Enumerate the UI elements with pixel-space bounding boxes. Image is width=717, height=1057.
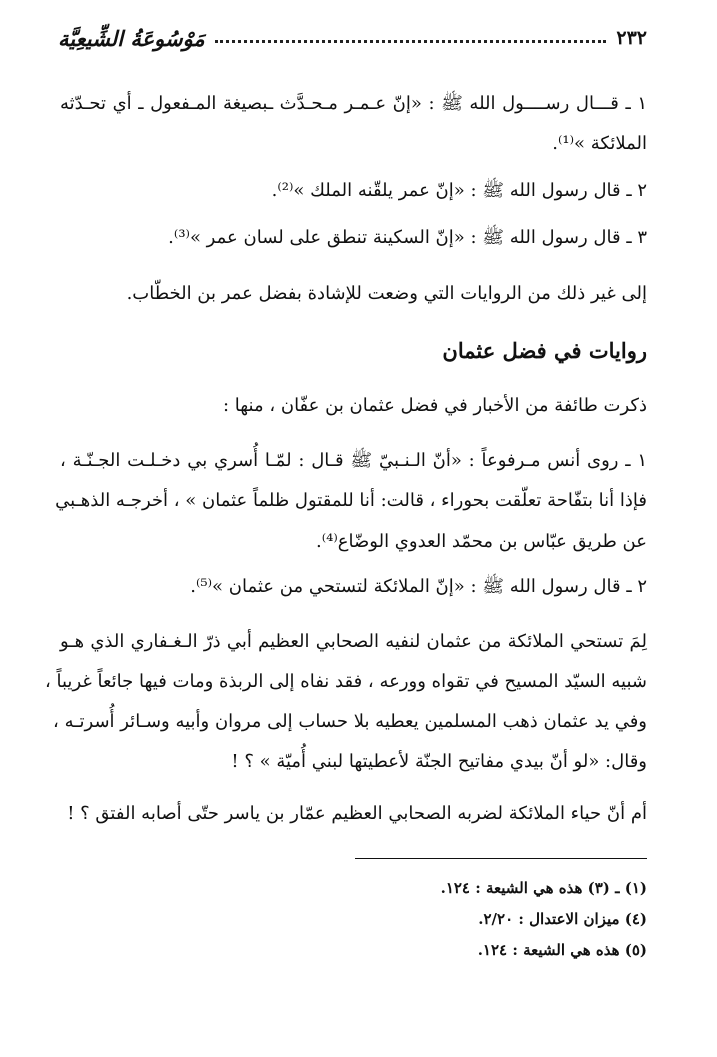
page-header [58,18,647,58]
text-line: ٢ ـ قال رسول الله ﷺ : «إنّ الملائكة لتستحي من عثمان »⁽⁵⁾. [190,576,647,597]
footnote-separator [355,858,647,859]
text-line: عن طريق عبّاس بن محمّد العدوي الوضّاع⁽⁴⁾. [316,531,647,552]
text-line: ٢ ـ قال رسول الله ﷺ : «إنّ عمر يلقّنه الملك »⁽²⁾. [271,180,647,201]
header-dotted-leader [215,40,607,43]
section-heading: روايات في فضل عثمان [442,338,647,363]
text-line: إلى غير ذلك من الروايات التي وضعت للإشادة بفضل عمر بن الخطّاب. [126,283,647,304]
text-line: شبيه السيّد المسيح في تقواه وورعه ، فقد نفاه إلى الربذة ومات فيها جائعاً غريباً ، [44,671,647,692]
text-line: ٣ ـ قال رسول الله ﷺ : «إنّ السكينة تنطق على لسان عمر »⁽³⁾. [168,227,647,248]
text-line: فإذا أنا بتفّاحة تعلّقت بحوراء ، قالت: أنا للمقتول ظلماً عثمان » ، أخرجـه الذهـبي [55,490,647,511]
text-line: الملائكة »⁽¹⁾. [552,133,647,154]
footnote: (٥) هذه هي الشيعة : ١٢٤. [477,941,647,959]
text-line: ١ ـ روى أنس مـرفوعاً : «أنّ الـنـبيّ ﷺ قـال : لمّـا أُسري بي دخـلـت الجـنّـة ، [60,450,647,471]
footnote: (٤) ميزان الاعتدال : ٢/٢٠. [478,910,647,928]
text-line: وفي يد عثمان ذهب المسلمين يعطيه بلا حساب إلى مروان وأبيه وسـائر أُسرتـه ، [53,711,647,732]
text-line: ١ ـ قـــال رســــول الله ﷺ : «إنّ عـمـر مـحـدَّث ـبصيغة المـفعول ـ أي تحـدّثه [60,93,647,114]
text-line: لِمَ تستحي الملائكة من عثمان لنفيه الصحابي العظيم أبي ذرّ الـغـفاري الذي هـو [60,631,647,652]
text-line: ذكرت طائفة من الأخبار في فضل عثمان بن عفّان ، منها : [222,395,647,416]
text-line: أم أنّ حياء الملائكة لضربه الصحابي العظيم عمّار بن ياسر حتّى أصابه الفتق ؟ ! [67,803,647,824]
footnote: (١) ـ (٣) هذه هي الشيعة : ١٢٤. [440,879,647,897]
book-title: مَوْسُوعَةُ الشِّيعِيَّة [58,25,205,51]
page-number: ٢٣٢ [616,27,647,49]
text-line: وقال: «لو أنّ بيدي مفاتيح الجنّة لأعطيتها لبني أُميّة » ؟ ! [231,751,647,772]
